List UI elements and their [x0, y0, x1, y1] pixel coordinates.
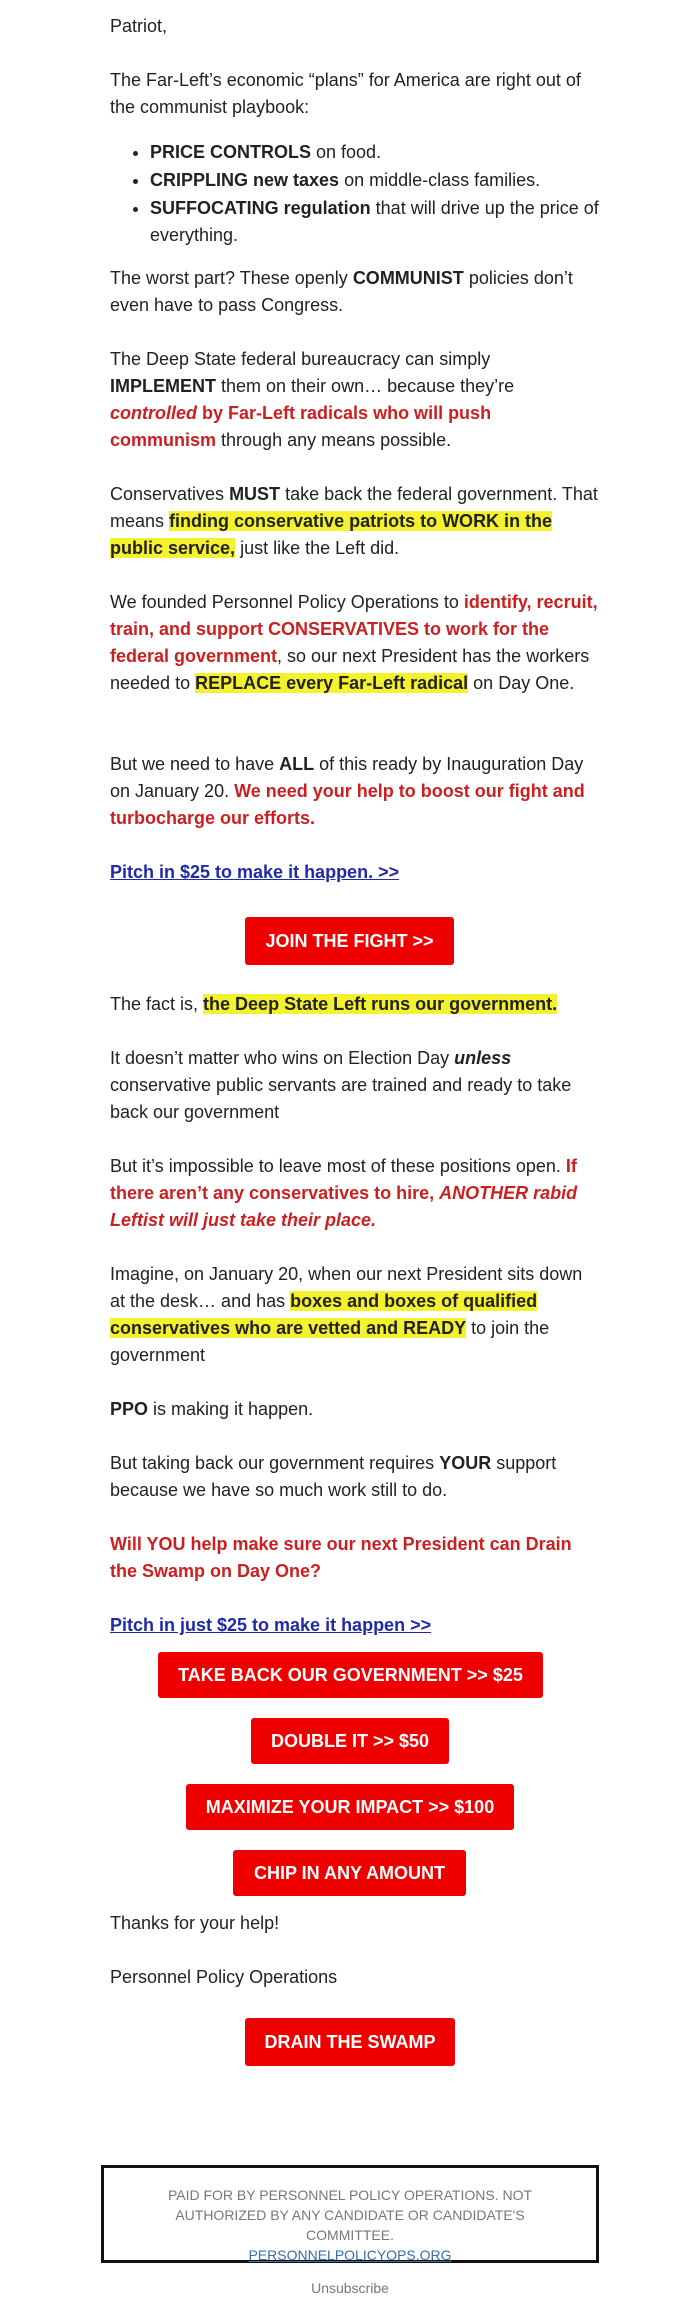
donate-50-button[interactable]: DOUBLE IT >> $50: [251, 1718, 449, 1764]
list-item: • PRICE CONTROLS on food.: [150, 139, 640, 166]
greeting: Patriot,: [110, 16, 168, 36]
pitch-link-paragraph: [110, 859, 600, 886]
pitch-link-paragraph-2: [110, 1612, 600, 1639]
founded-paragraph: We founded Personnel Policy Operations to identify, recruit, train, and support CONSERVATIVES to work for the federal government, so our next President has the workers needed to REPLACE every Far-Left radical on Day One.: [110, 592, 598, 693]
chip-in-any-amount-button[interactable]: CHIP IN ANY AMOUNT: [233, 1850, 466, 1896]
signature: Personnel Policy Operations: [110, 1967, 338, 1987]
list-item: • CRIPPLING new taxes on middle-class families.: [150, 167, 640, 194]
conservatives-paragraph: Conservatives MUST take back the federal government. That means finding conservative patriots to WORK in the public service, just like the Left did.: [110, 484, 598, 558]
ppo-paragraph: PPO is making it happen.: [110, 1399, 314, 1419]
donate-100-button[interactable]: MAXIMIZE YOUR IMPACT >> $100: [186, 1784, 514, 1830]
fact-paragraph: The fact is, the Deep State Left runs our government.: [110, 994, 558, 1014]
deep-state-paragraph: The Deep State federal bureaucracy can simply IMPLEMENT them on their own… because they’re controlled by Far-Left radicals who will push communism through any means possible.: [110, 349, 515, 450]
bullet-list: [110, 139, 640, 250]
question-paragraph: Will YOU help make sure our next President can Drain the Swamp on Day One?: [110, 1534, 572, 1581]
election-day-paragraph: It doesn’t matter who wins on Election Day unless conservative public servants are trained and ready to take back our government: [110, 1048, 572, 1122]
thanks-text: Thanks for your help!: [110, 1913, 280, 1933]
unsubscribe-link[interactable]: Unsubscribe: [311, 2280, 389, 2296]
footer-disclaimer-box: [101, 2165, 599, 2263]
support-paragraph: But taking back our government requires YOUR support because we have so much work still to do.: [110, 1453, 557, 1500]
pitch-in-just-25-link[interactable]: Pitch in just $25 to make it happen >>: [110, 1615, 432, 1635]
join-the-fight-button[interactable]: JOIN THE FIGHT >>: [245, 917, 454, 965]
pitch-in-25-link[interactable]: Pitch in $25 to make it happen. >>: [110, 862, 400, 882]
impossible-paragraph: But it’s impossible to leave most of these positions open. If there aren’t any conservatives to hire, ANOTHER rabid Leftist will just take their place.: [110, 1156, 578, 1230]
drain-the-swamp-button[interactable]: DRAIN THE SWAMP: [245, 2018, 455, 2066]
website-link[interactable]: PERSONNELPOLICYOPS.ORG: [248, 2247, 452, 2263]
worst-part-paragraph: The worst part? These openly COMMUNIST policies don’t even have to pass Congress.: [110, 268, 573, 315]
intro-paragraph: The Far-Left’s economic “plans” for America are right out of the communist playbook:: [110, 70, 581, 117]
list-item: • SUFFOCATING regulation that will drive up the price of everything.: [150, 195, 640, 249]
donate-25-button[interactable]: TAKE BACK OUR GOVERNMENT >> $25: [158, 1652, 543, 1698]
need-help-paragraph: But we need to have ALL of this ready by Inauguration Day on January 20. We need your help to boost our fight and turbocharge our efforts.: [110, 754, 585, 828]
imagine-paragraph: Imagine, on January 20, when our next President sits down at the desk… and has boxes and boxes of qualified conservatives who are vetted and READY to join the government: [110, 1264, 583, 1365]
disclaimer-text: PAID FOR BY PERSONNEL POLICY OPERATIONS. NOT AUTHORIZED BY ANY CANDIDATE OR CANDIDATE'S COMMITTEE.: [167, 2187, 533, 2243]
